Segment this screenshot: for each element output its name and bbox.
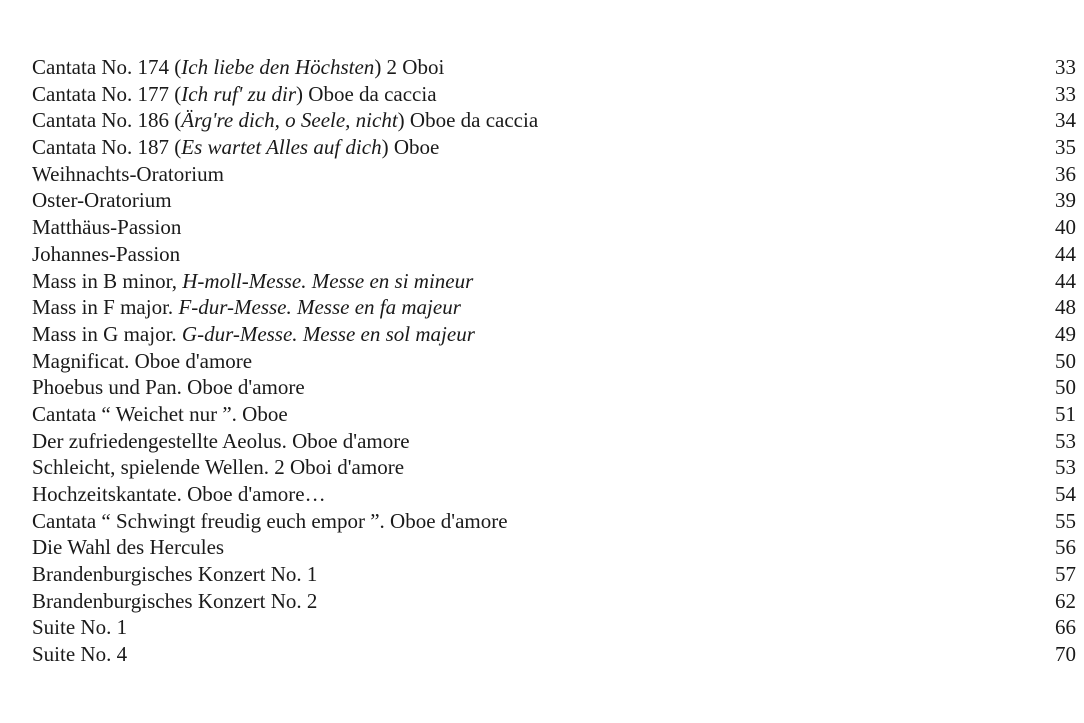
entry-title-text: Die Wahl des Hercules: [32, 535, 225, 560]
toc-entry: [32, 294, 1082, 321]
entry-title-italic: G-dur-Messe.: [181, 321, 298, 346]
toc-entry: [32, 321, 1082, 348]
entry-title: [32, 534, 230, 561]
entry-title: [32, 614, 133, 641]
toc-entry: [32, 481, 1082, 508]
page-number: 56: [1055, 535, 1076, 560]
toc-entry: [32, 428, 1082, 455]
page-number: 35: [1055, 135, 1076, 160]
entry-title-text: Weihnachts-Oratorium: [32, 161, 224, 186]
entry-title-text: Cantata No. 177 (: [32, 81, 182, 106]
entry-title: [32, 428, 416, 455]
page-number: 49: [1055, 321, 1076, 346]
toc-entry: [32, 187, 1082, 214]
page-number: 50: [1055, 348, 1076, 373]
entry-title: [32, 294, 467, 321]
entry-title-text: ) Oboe da caccia: [397, 108, 539, 133]
page-number: 34: [1055, 108, 1076, 133]
toc-entry: [32, 561, 1082, 588]
toc-entry: [32, 241, 1082, 268]
page-number: 44: [1055, 268, 1076, 293]
entry-title-italic: Messe en fa majeur: [296, 295, 461, 320]
page-number: 53: [1055, 428, 1076, 453]
page-number: 33: [1055, 81, 1076, 106]
entry-title: [32, 481, 332, 508]
page-number: 33: [1055, 55, 1076, 79]
entry-title: [32, 348, 258, 375]
entry-title-text: Mass in B minor,: [32, 268, 183, 293]
entry-title-italic: Ich liebe den Höchsten: [181, 55, 375, 79]
entry-title-text: ) Oboe: [381, 135, 440, 160]
entry-title-text: Suite No. 4: [32, 642, 128, 667]
entry-title-text: Magnificat. Oboe d'amore: [32, 348, 253, 373]
entry-title-text: Mass in F major.: [32, 295, 179, 320]
toc-entry: [32, 641, 1082, 668]
toc-entry: [32, 588, 1082, 615]
toc-entry: [32, 348, 1082, 375]
toc-entry: [32, 81, 1082, 108]
entry-title: [32, 241, 186, 268]
page-number: 53: [1055, 455, 1076, 480]
entry-title: [32, 401, 294, 428]
entry-title-text: Cantata No. 174 (: [32, 55, 182, 79]
toc-entry: [32, 214, 1082, 241]
entry-title-text: Hochzeitskantate. Oboe d'amore…: [32, 482, 326, 506]
entry-title: [32, 54, 450, 81]
entry-title-text: ) 2 Oboi: [374, 55, 445, 79]
entry-title-italic: F-dur-Messe.: [178, 295, 292, 320]
entry-title-text: ) Oboe da caccia: [296, 81, 437, 106]
page-number: 66: [1055, 615, 1076, 640]
page-number: 70: [1055, 642, 1076, 667]
toc-entry: [32, 268, 1082, 295]
entry-title-text: Cantata “ Schwingt freudig euch empor ”. Oboe d'amore: [32, 508, 508, 533]
page-number: 62: [1055, 588, 1076, 613]
entry-title-text: Oster-Oratorium: [32, 188, 172, 213]
entry-title-italic: Messe en si mineur: [311, 268, 474, 293]
entry-title-italic: Es wartet Alles auf dich: [181, 135, 382, 160]
toc-entry: [32, 134, 1082, 161]
toc-entry: [32, 161, 1082, 188]
page-number: 55: [1055, 508, 1076, 533]
entry-title: [32, 81, 443, 108]
entry-title-text: Johannes-Passion: [32, 241, 181, 266]
toc-entry: [32, 508, 1082, 535]
page-number: 54: [1055, 482, 1076, 506]
page-number: 50: [1055, 375, 1076, 400]
page-number: 44: [1055, 241, 1076, 266]
page-number: 51: [1055, 401, 1076, 426]
entry-title-text: Der zufriedengestellte Aeolus. Oboe d'amore: [32, 428, 410, 453]
toc-entry: [32, 454, 1082, 481]
entry-title: [32, 161, 230, 188]
page-number: 57: [1055, 562, 1076, 587]
entry-title: [32, 214, 187, 241]
entry-title-italic: H-moll-Messe.: [182, 268, 307, 293]
entry-title-text: Mass in G major.: [32, 321, 182, 346]
entry-title-italic: Ärg're dich, o Seele, nicht: [181, 108, 398, 133]
entry-title-italic: Ich ruf' zu dir: [181, 81, 297, 106]
entry-title: [32, 508, 514, 535]
entry-title-text: Phoebus und Pan. Oboe d'amore: [32, 375, 305, 400]
entry-title: [32, 561, 323, 588]
entry-title-text: Cantata No. 186 (: [32, 108, 182, 133]
toc-entry: [32, 54, 1082, 81]
page-number: 36: [1055, 161, 1076, 186]
toc-entry: [32, 534, 1082, 561]
table-of-contents: [32, 54, 1082, 668]
page-number: 48: [1055, 295, 1076, 320]
entry-title: [32, 588, 323, 615]
entry-title-text: Schleicht, spielende Wellen. 2 Oboi d'amore: [32, 455, 405, 480]
entry-title: [32, 187, 178, 214]
page-number: 39: [1055, 188, 1076, 213]
entry-title-text: Brandenburgisches Konzert No. 2: [32, 588, 318, 613]
toc-entry: [32, 374, 1082, 401]
toc-entry: [32, 107, 1082, 134]
entry-title-text: Brandenburgisches Konzert No. 1: [32, 562, 318, 587]
page-number: 40: [1055, 215, 1076, 240]
toc-entry: [32, 614, 1082, 641]
entry-title-text: Cantata “ Weichet nur ”. Oboe: [32, 401, 288, 426]
entry-title: [32, 374, 311, 401]
toc-entry: [32, 401, 1082, 428]
entry-title: [32, 641, 133, 668]
entry-title-italic: Messe en sol majeur: [302, 321, 475, 346]
entry-title-text: Cantata No. 187 (: [32, 135, 182, 160]
entry-title-text: Matthäus-Passion: [32, 215, 182, 240]
entry-title-text: Suite No. 1: [32, 615, 128, 640]
entry-title: [32, 454, 410, 481]
entry-title: [32, 134, 445, 161]
entry-title: [32, 107, 544, 134]
entry-title: [32, 321, 481, 348]
entry-title: [32, 268, 479, 295]
